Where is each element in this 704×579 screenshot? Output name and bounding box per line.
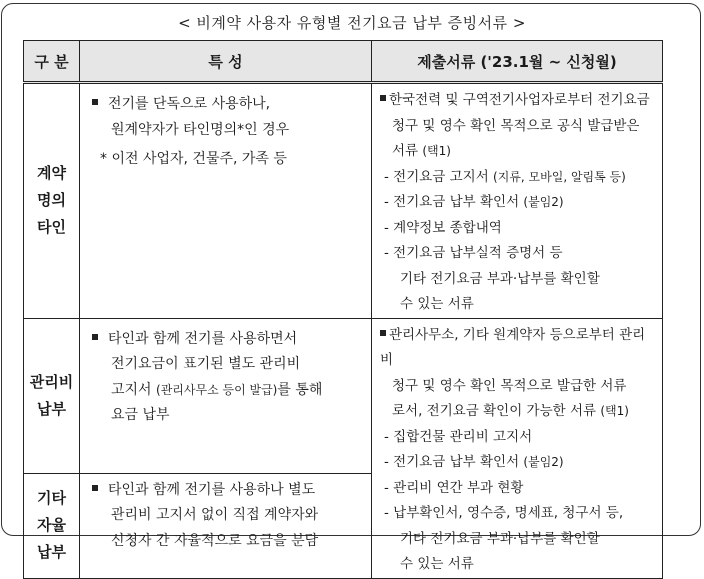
row-label-management-fee: 관리비 납부 [24, 318, 80, 473]
header-category: 구 분 [24, 41, 80, 83]
square-bullet-icon [380, 330, 386, 336]
square-bullet-icon [92, 99, 98, 105]
characteristic-cell: 전기를 단독으로 사용하나, 원계약자가 타인명의*인 경우 * 이전 사업자, 건물주, 가족 등 [80, 83, 372, 319]
header-characteristic: 특 성 [80, 41, 372, 83]
page-title: < 비계약 사용자 유형별 전기요금 납부 증빙서류 > [178, 14, 526, 32]
list-item: - 전기요금 납부실적 증명서 등 [384, 245, 563, 261]
table-row [24, 83, 663, 319]
list-item: - 전기요금 납부 확인서 (붙임2) [384, 454, 564, 470]
square-bullet-icon [92, 334, 98, 340]
list-item: - 집합건물 관리비 고지서 [384, 428, 533, 445]
documents-cell-group2: 관리사무소, 기타 원계약자 등으로부터 관리비 청구 및 영수 확인 목적으로 발급한 서류 로서, 전기요금 확인이 가능한 서류 (택1) - 집합건물 관리비 고지서 - 전기요금 납부 확인서 (붙임2) - 관리비 연간 부과 현황 - 납부확인서, 영수증, 명세표, 청구서 등, 기타 전기요금 부과·납부를 확인할 수 있는 서류 [372, 318, 663, 578]
evidence-documents-table [23, 40, 663, 579]
footnote: * 이전 사업자, 건물주, 가족 등 [100, 151, 287, 167]
row-label-other-autonomous: 기타 자율 납부 [24, 473, 80, 578]
documents-cell-group1: 한국전력 및 구역전기사업자로부터 전기요금 청구 및 영수 확인 목적으로 공식 발급받은 서류 (택1) - 전기요금 고지서 (지류, 모바일, 알림톡 등) - 전기요금 납부 확인서 (붙임2) - 계약정보 종합내역 - 전기요금 납부실적 증명서 등 기타 전기요금 부과·납부를 확인할 수 있는 서류 [372, 83, 663, 319]
list-item: - 전기요금 고지서 (지류, 모바일, 알림톡 등) [384, 168, 626, 185]
characteristic-cell: 타인과 함께 전기를 사용하나 별도 관리비 고지서 없이 직접 계약자와 신청자 간 자율적으로 요금을 분담 [80, 473, 372, 578]
list-item: - 전기요금 납부 확인서 (붙임2) [384, 194, 564, 210]
table-header-row [24, 41, 663, 83]
square-bullet-icon [92, 485, 98, 491]
list-item: - 납부확인서, 영수증, 명세표, 청구서 등, [384, 505, 624, 521]
table-row [24, 318, 663, 473]
square-bullet-icon [380, 95, 386, 101]
characteristic-cell: 타인과 함께 전기를 사용하면서 전기요금이 표기된 별도 관리비 고지서 (관리사무소 등이 발급)를 통해 요금 납부 [80, 318, 372, 473]
list-item: - 계약정보 종합내역 [384, 219, 502, 236]
list-item: - 관리비 연간 부과 현황 [384, 479, 524, 496]
header-documents: 제출서류 ('23.1월 ~ 신청월) [372, 41, 663, 83]
row-label-contract-other-name: 계약 명의 타인 [24, 83, 80, 319]
